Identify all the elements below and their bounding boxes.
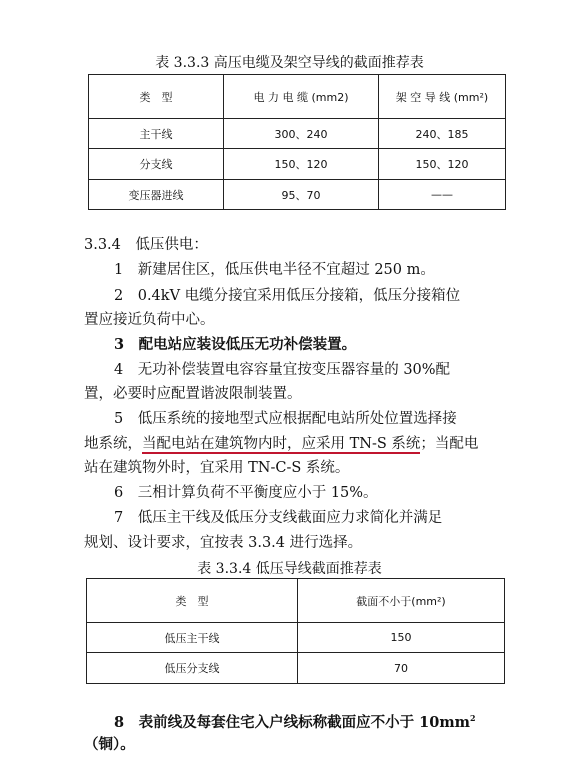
table-cell: 300、240 [224,119,379,149]
table1-caption: 表 3.3.3 高压电缆及架空导线的截面推荐表 [155,55,424,71]
table-cell: 240、185 [379,119,506,149]
table-cell: 低压分支线 [87,653,298,684]
table-row [89,119,506,149]
table-cell: 70 [298,653,505,684]
paragraph-item-2-cont: 置应接近负荷中心。 [84,312,215,328]
table1-header-cell: 类 型 [89,75,224,119]
section-heading: 3.3.4 低压供电： [84,237,208,253]
paragraph-item-4-cont: 置，必要时应配置谐波限制装置。 [84,386,302,402]
paragraph-item-5-cont [84,432,504,456]
table1-header-row [89,75,506,119]
table-cell: 主干线 [89,119,224,149]
table-cell: 变压器进线 [89,180,224,210]
paragraph-item-1: 1 新建居住区，低压供电半径不宜超过 250 m。 [114,262,435,278]
paragraph-item-7: 7 低压主干线及低压分支线截面应力求简化并满足 [114,510,443,526]
table-cell: —— [379,180,506,210]
item8-text: 8 表前线及每套住宅入户线标称截面应不小于 10mm [114,713,470,731]
table1 [88,74,506,210]
highlighted-text: 当配电站在建筑物内时，应采用 TN-S 系统 [142,436,421,452]
table-cell: 150、120 [379,149,506,180]
paragraph-item-2: 2 0.4kV 电缆分接宜采用低压分接箱，低压分接箱位 [114,288,461,304]
table-row [87,623,505,653]
table2-header-row [87,579,505,623]
paragraph-item-5: 5 低压系统的接地型式应根据配电站所处位置选择接 [114,411,457,427]
item8-superscript: 2 [470,713,476,723]
table-row [87,653,505,684]
table-row [89,180,506,210]
table-row [89,149,506,180]
table1-header-cell: 架 空 导 线 (mm²) [379,75,506,119]
paragraph-item-3: 3 配电站应装设低压无功补偿装置。 [114,336,357,353]
table-cell: 95、70 [224,180,379,210]
paragraph-item-8 [84,706,534,735]
paragraph-item-4: 4 无功补偿装置电容容量宜按变压器容量的 30%配 [114,362,451,378]
item5-text-start: 地系统， [84,436,142,452]
table2-header-cell: 截面不小于(mm²) [298,579,505,623]
table1-header-cell: 电 力 电 缆 (mm2) [224,75,379,119]
table-cell: 分支线 [89,149,224,180]
table2-header-cell: 类 型 [87,579,298,623]
item5-text-end: ；当配电 [420,436,479,452]
paragraph-item-8-cont: （铜）。 [84,736,135,753]
paragraph-item-6: 6 三相计算负荷不平衡度应小于 15%。 [114,485,378,501]
table-cell: 150、120 [224,149,379,180]
paragraph-item-5-cont2: 站在建筑物外时，宜采用 TN-C-S 系统。 [84,460,350,476]
table-cell: 低压主干线 [87,623,298,653]
table2 [86,578,505,684]
table-cell: 150 [298,623,505,653]
paragraph-item-7-cont: 规划、设计要求，宜按表 3.3.4 进行选择。 [84,535,363,551]
table2-caption: 表 3.3.4 低压导线截面推荐表 [197,561,382,577]
